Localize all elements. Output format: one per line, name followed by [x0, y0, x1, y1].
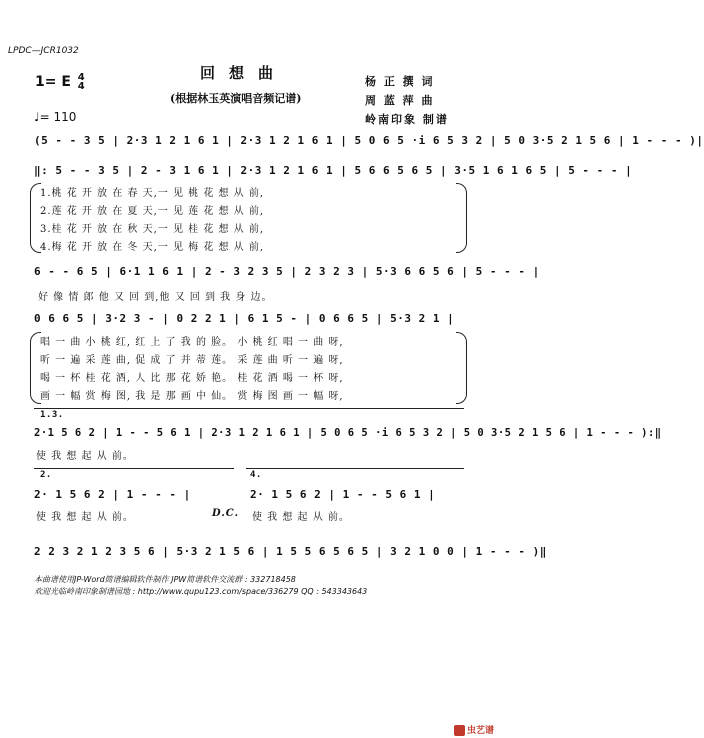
footer-software: 本曲谱使用JP-Word简谱编辑软件制作 JPW简谱软件交流群 : 332718458 — [34, 575, 296, 584]
engraver: 岭南印象 制谱 — [365, 113, 449, 126]
footer-website: 欢迎光临岭南印象制谱园地 : http://www.qupu123.com/space/336279 QQ : 543343643 — [34, 587, 368, 596]
score-code: LPDC—JCR1032 — [8, 46, 79, 56]
melody-line-3: 6 - - 6 5 | 6·1 1 6 1 | 2 - 3 2 3 5 | 2 3 2 3 | 5·3 6 6 5 6 | 5 - - - | — [34, 265, 540, 278]
watermark-logo: 虫艺谱 — [454, 723, 494, 736]
ending-2-lyrics: 使 我 想 起 从 前。 — [36, 512, 134, 523]
key-label: 1= E — [35, 74, 71, 90]
intro-line: (5 - - 3 5 | 2·3 1 2 1 6 1 | 2·3 1 2 1 6 1 | 5 0 6 5 ·i 6 5 3 2 | 5 0 3·5 2 1 5 6 | 1 - - - )| — [34, 134, 704, 147]
composer: 周 蓝 萍 曲 — [365, 94, 435, 107]
ending-2-label: 2. — [40, 470, 52, 480]
verse-2-lyrics: 2.莲 花 开 放 在 夏 天,一 见 莲 花 想 从 前, — [40, 206, 265, 217]
verse-melody-line: ‖: 5 - - 3 5 | 2 - 3 1 6 1 | 2·3 1 2 1 6 1 | 5 6 6 5 6 5 | 3·5 1 6 1 6 5 | 5 - - - | — [34, 164, 633, 177]
refrain-3-lyrics: 喝 一 杯 桂 花 酒, 人 比 那 花 娇 艳。 桂 花 酒 喝 一 杯 呀, — [40, 373, 344, 384]
tempo-mark: ♩= 110 — [34, 110, 77, 124]
time-denominator: 4 — [77, 81, 85, 92]
time-numerator: 4 — [77, 72, 85, 83]
ending-4-bracket — [246, 468, 464, 469]
refrain-2-lyrics: 听 一 遍 采 莲 曲, 促 成 了 并 蒂 莲。 采 莲 曲 听 一 遍 呀, — [40, 355, 344, 366]
refrain-1-lyrics: 唱 一 曲 小 桃 红, 红 上 了 我 的 脸。 小 桃 红 唱 一 曲 呀, — [40, 337, 344, 348]
ending-1-bracket — [34, 408, 464, 409]
ending-4-label: 4. — [250, 470, 262, 480]
ending-1-label: 1.3. — [40, 410, 64, 420]
ending-2-bracket — [34, 468, 234, 469]
logo-icon — [454, 725, 465, 736]
ending-1-lyrics: 使 我 想 起 从 前。 — [36, 451, 134, 462]
verse-1-lyrics: 1.桃 花 开 放 在 春 天,一 见 桃 花 想 从 前, — [40, 188, 265, 199]
ending-4-melody: 2· 1 5 6 2 | 1 - - 5 6 1 | — [250, 488, 436, 501]
refrain-4-lyrics: 画 一 幅 赏 梅 图, 我 是 那 画 中 仙。 赏 梅 图 画 一 幅 呀, — [40, 391, 344, 402]
refrain-melody-line: 0 6 6 5 | 3·2 3 - | 0 2 2 1 | 6 1 5 - | 0 6 6 5 | 5·3 2 1 | — [34, 312, 455, 325]
dc-mark: D.C. — [212, 508, 240, 519]
time-signature — [78, 73, 85, 91]
ending-2-melody: 2· 1 5 6 2 | 1 - - - | — [34, 488, 191, 501]
ending-1-melody: 2·1 5 6 2 | 1 - - 5 6 1 | 2·3 1 2 1 6 1 | 5 0 6 5 ·i 6 5 3 2 | 5 0 3·5 2 1 5 6 | 1 - - - ):‖ — [34, 427, 662, 439]
verse-3-lyrics: 3.桂 花 开 放 在 秋 天,一 见 桂 花 想 从 前, — [40, 224, 265, 235]
key-signature — [35, 73, 85, 91]
subtitle: (根据林玉英演唱音频记谱) — [170, 92, 302, 105]
coda-line: 2 2 3 2 1 2 3 5 6 | 5·3 2 1 5 6 | 1 5 5 6 5 6 5 | 3 2 1 0 0 | 1 - - - )‖ — [34, 545, 547, 558]
ending-4-lyrics: 使 我 想 起 从 前。 — [252, 512, 350, 523]
refrain-brace-right — [456, 332, 467, 404]
lyricist: 杨 正 撰 词 — [365, 75, 435, 88]
verse-brace-right — [456, 183, 467, 253]
verse-4-lyrics: 4.梅 花 开 放 在 冬 天,一 见 梅 花 想 从 前, — [40, 242, 265, 253]
song-title: 回想曲 — [200, 64, 288, 82]
lyrics-line-3: 好 像 情 郎 他 又 回 到,他 又 回 到 我 身 边。 — [38, 292, 273, 303]
